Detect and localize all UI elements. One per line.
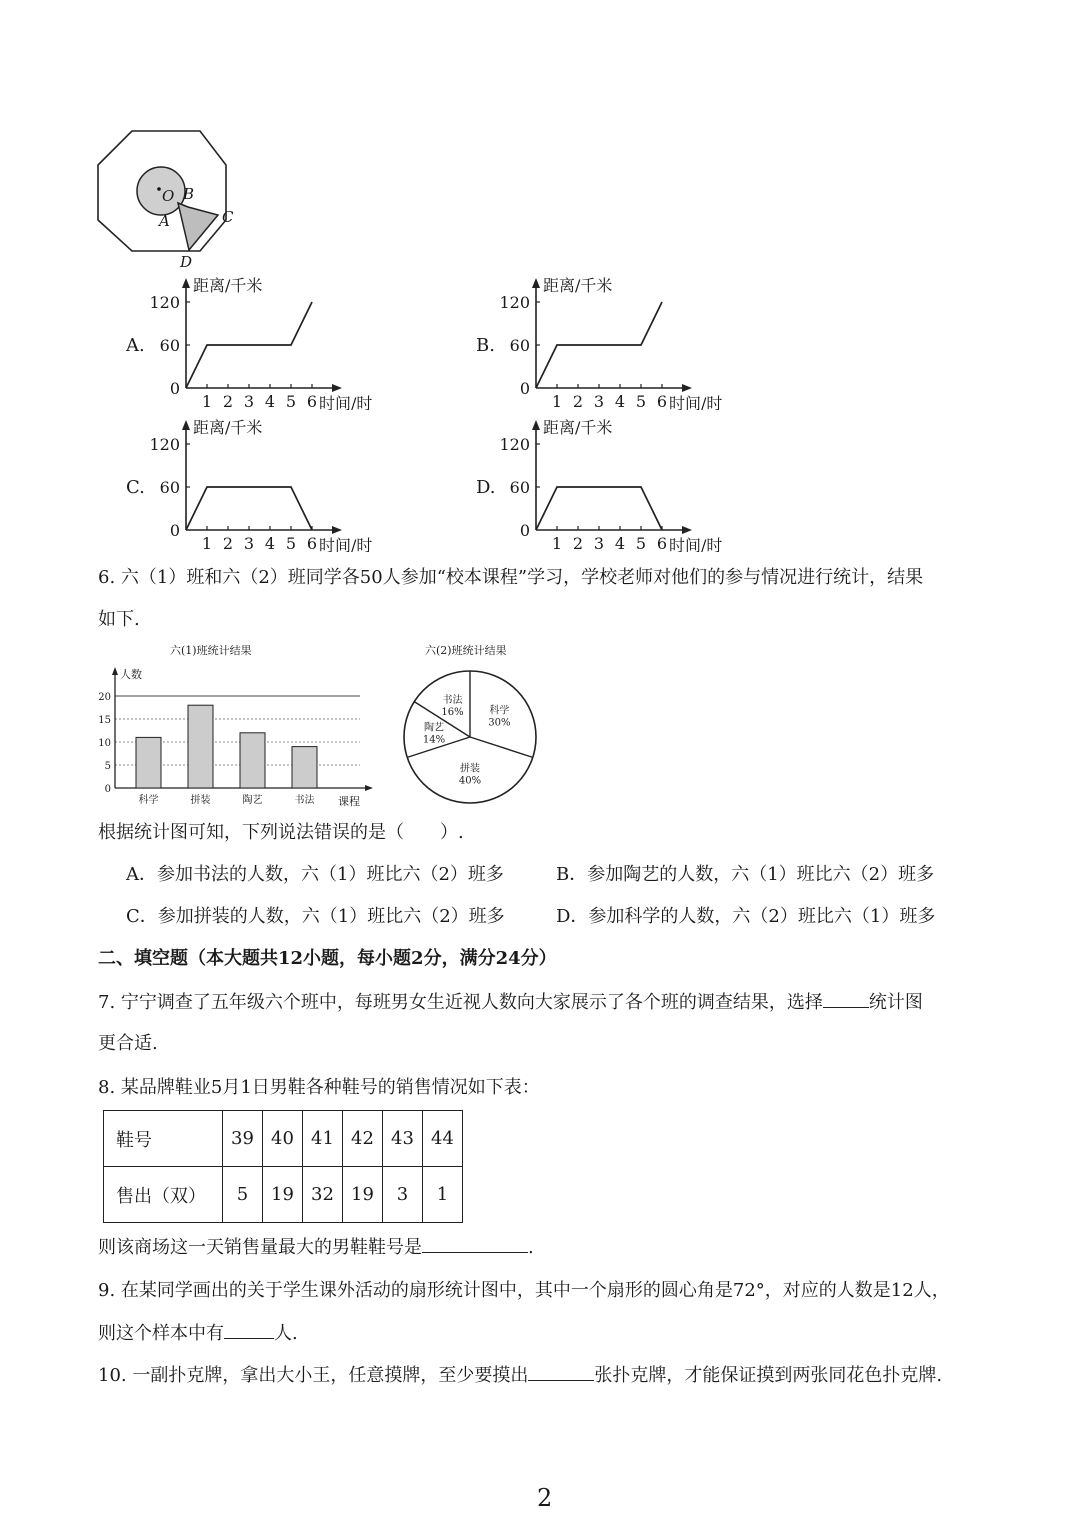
- q6-line1: 6. 六（1）班和六（2）班同学各50人参加“校本课程”学习，学校老师对他们的参与情况进行统计，结果: [98, 567, 924, 588]
- y-axis-arrow: [182, 420, 190, 430]
- x-axis-arrow: [332, 384, 342, 392]
- pie-label-percent: 14%: [422, 734, 446, 746]
- q6-option-a: A．参加书法的人数，六（1）班比六（2）班多: [126, 864, 504, 885]
- geometry-figure: [90, 125, 250, 275]
- y-tick-label: 15: [98, 715, 111, 726]
- y-tick-label: 60: [159, 478, 180, 497]
- q6-line2: 如下.: [98, 609, 140, 630]
- q7-line1: [98, 989, 923, 1016]
- q9-line2: [98, 1320, 298, 1347]
- y-tick-label: 120: [499, 435, 530, 454]
- q10-line: [98, 1362, 942, 1389]
- graph-line: [186, 302, 312, 388]
- x-axis-arrow: [365, 785, 373, 791]
- y-tick-label: 60: [509, 336, 530, 355]
- y-axis-arrow: [112, 667, 118, 675]
- q10-text-a: 10. 一副扑克牌，拿出大小王，任意摸牌，至少要摸出: [98, 1365, 529, 1386]
- y-tick-label: 0: [519, 521, 530, 540]
- y-axis-arrow: [532, 278, 540, 288]
- x-tick-label: 2: [572, 534, 584, 552]
- label-a: A: [159, 212, 170, 230]
- sold-cell: 32: [303, 1167, 343, 1223]
- sold-cell: 19: [343, 1167, 383, 1223]
- q6-ask: 根据统计图可知，下列说法错误的是（ ）.: [98, 822, 464, 843]
- option-graph-4: [470, 412, 770, 552]
- y-tick-label: 120: [149, 435, 180, 454]
- y-tick-label: 120: [149, 293, 180, 312]
- x-tick-label: 1: [201, 392, 213, 410]
- x-tick-label: 陶艺: [242, 795, 263, 806]
- y-tick-label: 20: [98, 692, 111, 703]
- x-axis-label: 时间/时: [669, 536, 723, 552]
- x-tick-label: 拼装: [190, 795, 211, 806]
- graph-line: [536, 487, 662, 530]
- x-axis-label: 时间/时: [319, 394, 373, 410]
- sold-cell: 1: [423, 1167, 463, 1223]
- pie-chart-title: 六(2)班统计结果: [425, 644, 507, 657]
- y-axis-label: 距离/千米: [193, 276, 263, 295]
- bar-书法: [292, 747, 317, 788]
- q6-option-d: D．参加科学的人数，六（2）班比六（1）班多: [556, 906, 936, 927]
- q6-option-c: C．参加拼装的人数，六（1）班比六（2）班多: [126, 906, 505, 927]
- x-tick-label: 4: [264, 392, 276, 410]
- x-axis-label: 时间/时: [669, 394, 723, 410]
- y-tick-label: 120: [499, 293, 530, 312]
- x-tick-label: 6: [306, 534, 318, 552]
- label-c: C: [222, 208, 234, 226]
- pie-label-percent: 30%: [488, 717, 511, 729]
- y-axis-arrow: [532, 420, 540, 430]
- y-tick-label: 0: [519, 379, 530, 398]
- pie-label-name: 陶艺: [423, 722, 444, 734]
- x-tick-label: 4: [614, 534, 626, 552]
- x-tick-label: 1: [551, 392, 563, 410]
- x-tick-label: 3: [243, 392, 255, 410]
- size-cell: 39: [223, 1111, 263, 1167]
- x-tick-label: 5: [635, 534, 647, 552]
- x-axis-arrow: [332, 526, 342, 534]
- size-cell: 42: [343, 1111, 383, 1167]
- bar-chart-ylabel: 人数: [120, 668, 142, 681]
- x-tick-label: 2: [222, 392, 234, 410]
- pie-label-name: 科学: [489, 705, 510, 717]
- option-label: C.: [126, 477, 145, 498]
- y-axis-label: 距离/千米: [543, 418, 613, 437]
- size-cell: 41: [303, 1111, 343, 1167]
- sold-cell: 19: [263, 1167, 303, 1223]
- x-tick-label: 4: [614, 392, 626, 410]
- q7-text-a: 7. 宁宁调查了五年级六个班中，每班男女生近视人数向大家展示了各个班的调查结果，选择: [98, 992, 823, 1013]
- q8-ask: [98, 1234, 534, 1261]
- table-row: [104, 1111, 463, 1167]
- size-cell: 40: [263, 1111, 303, 1167]
- q8-intro: 8. 某品牌鞋业5月1日男鞋各种鞋号的销售情况如下表：: [98, 1077, 540, 1098]
- y-tick-label: 0: [169, 521, 180, 540]
- q6-option-b: B．参加陶艺的人数，六（1）班比六（2）班多: [556, 864, 935, 885]
- q7-text-b: 统计图: [868, 992, 923, 1013]
- x-tick-label: 2: [572, 392, 584, 410]
- x-tick-label: 6: [656, 392, 668, 410]
- pie-label-name: 拼装: [460, 763, 480, 775]
- q8-text-a: 则该商场这一天销售量最大的男鞋鞋号是: [98, 1237, 422, 1258]
- bar-chart-xlabel: 课程: [338, 795, 360, 808]
- option-label: B.: [476, 335, 495, 356]
- row-header-size: 鞋号: [104, 1111, 223, 1167]
- label-b: B: [183, 185, 195, 203]
- circle-o: [137, 167, 185, 215]
- row-header-sold: 售出（双）: [104, 1167, 223, 1223]
- quad-abcd: [178, 203, 218, 250]
- q7-blank[interactable]: [823, 989, 869, 1008]
- y-tick-label: 60: [509, 478, 530, 497]
- q9-blank[interactable]: [224, 1320, 274, 1339]
- x-tick-label: 4: [264, 534, 276, 552]
- x-tick-label: 6: [656, 534, 668, 552]
- y-tick-label: 5: [104, 761, 111, 772]
- y-tick-label: 0: [169, 379, 180, 398]
- y-tick-label: 10: [98, 738, 111, 749]
- q9-line1: 9. 在某同学画出的关于学生课外活动的扇形统计图中，其中一个扇形的圆心角是72°，对应的人数是12人，: [98, 1280, 950, 1301]
- x-tick-label: 书法: [294, 795, 315, 806]
- bar-科学: [136, 737, 161, 788]
- size-cell: 43: [383, 1111, 423, 1167]
- center-dot: [157, 187, 161, 191]
- x-axis-arrow: [682, 526, 692, 534]
- bar-拼装: [188, 705, 213, 788]
- q8-blank[interactable]: [422, 1234, 528, 1253]
- graph-line: [186, 487, 312, 530]
- x-axis-arrow: [682, 384, 692, 392]
- table-row: [104, 1167, 463, 1223]
- option-label: D.: [476, 477, 496, 498]
- x-tick-label: 6: [306, 392, 318, 410]
- x-tick-label: 1: [551, 534, 563, 552]
- pie-label-percent: 16%: [441, 707, 464, 719]
- q10-blank[interactable]: [528, 1362, 594, 1381]
- label-o: O: [162, 187, 175, 205]
- q10-text-b: 张扑克牌，才能保证摸到两张同花色扑克牌.: [594, 1365, 943, 1386]
- x-tick-label: 5: [285, 534, 297, 552]
- y-tick-label: 60: [159, 336, 180, 355]
- pie-chart-class-2: [400, 640, 560, 810]
- x-tick-label: 2: [222, 534, 234, 552]
- sold-cell: 3: [383, 1167, 423, 1223]
- bar-chart-title: 六(1)班统计结果: [170, 644, 252, 657]
- option-graph-1: [120, 270, 420, 410]
- section2-heading: 二、填空题（本大题共12小题，每小题2分，满分24分）: [98, 948, 557, 969]
- x-tick-label: 5: [285, 392, 297, 410]
- shoe-sales-table: [103, 1110, 463, 1223]
- x-tick-label: 5: [635, 392, 647, 410]
- x-tick-label: 3: [593, 534, 605, 552]
- q8-text-b: .: [528, 1237, 534, 1258]
- q9-text-b: 人.: [274, 1323, 298, 1344]
- sold-cell: 5: [223, 1167, 263, 1223]
- bar-陶艺: [240, 733, 265, 788]
- option-graph-3: [120, 412, 420, 552]
- x-tick-label: 科学: [138, 795, 159, 806]
- pie-label-name: 书法: [442, 695, 463, 707]
- label-d: D: [180, 253, 193, 271]
- q7-line2: 更合适.: [98, 1033, 158, 1054]
- y-axis-label: 距离/千米: [193, 418, 263, 437]
- y-axis-arrow: [182, 278, 190, 288]
- y-tick-label: 0: [104, 784, 111, 795]
- pie-label-percent: 40%: [458, 775, 482, 787]
- x-tick-label: 3: [243, 534, 255, 552]
- size-cell: 44: [423, 1111, 463, 1167]
- x-tick-label: 3: [593, 392, 605, 410]
- x-axis-label: 时间/时: [319, 536, 373, 552]
- y-axis-label: 距离/千米: [543, 276, 613, 295]
- q9-text-a: 则这个样本中有: [98, 1323, 224, 1344]
- bar-chart-class-1: [90, 640, 380, 810]
- x-tick-label: 1: [201, 534, 213, 552]
- page-number: 2: [537, 1484, 553, 1512]
- option-label: A.: [126, 335, 145, 356]
- graph-line: [536, 302, 662, 388]
- option-graph-2: [470, 270, 770, 410]
